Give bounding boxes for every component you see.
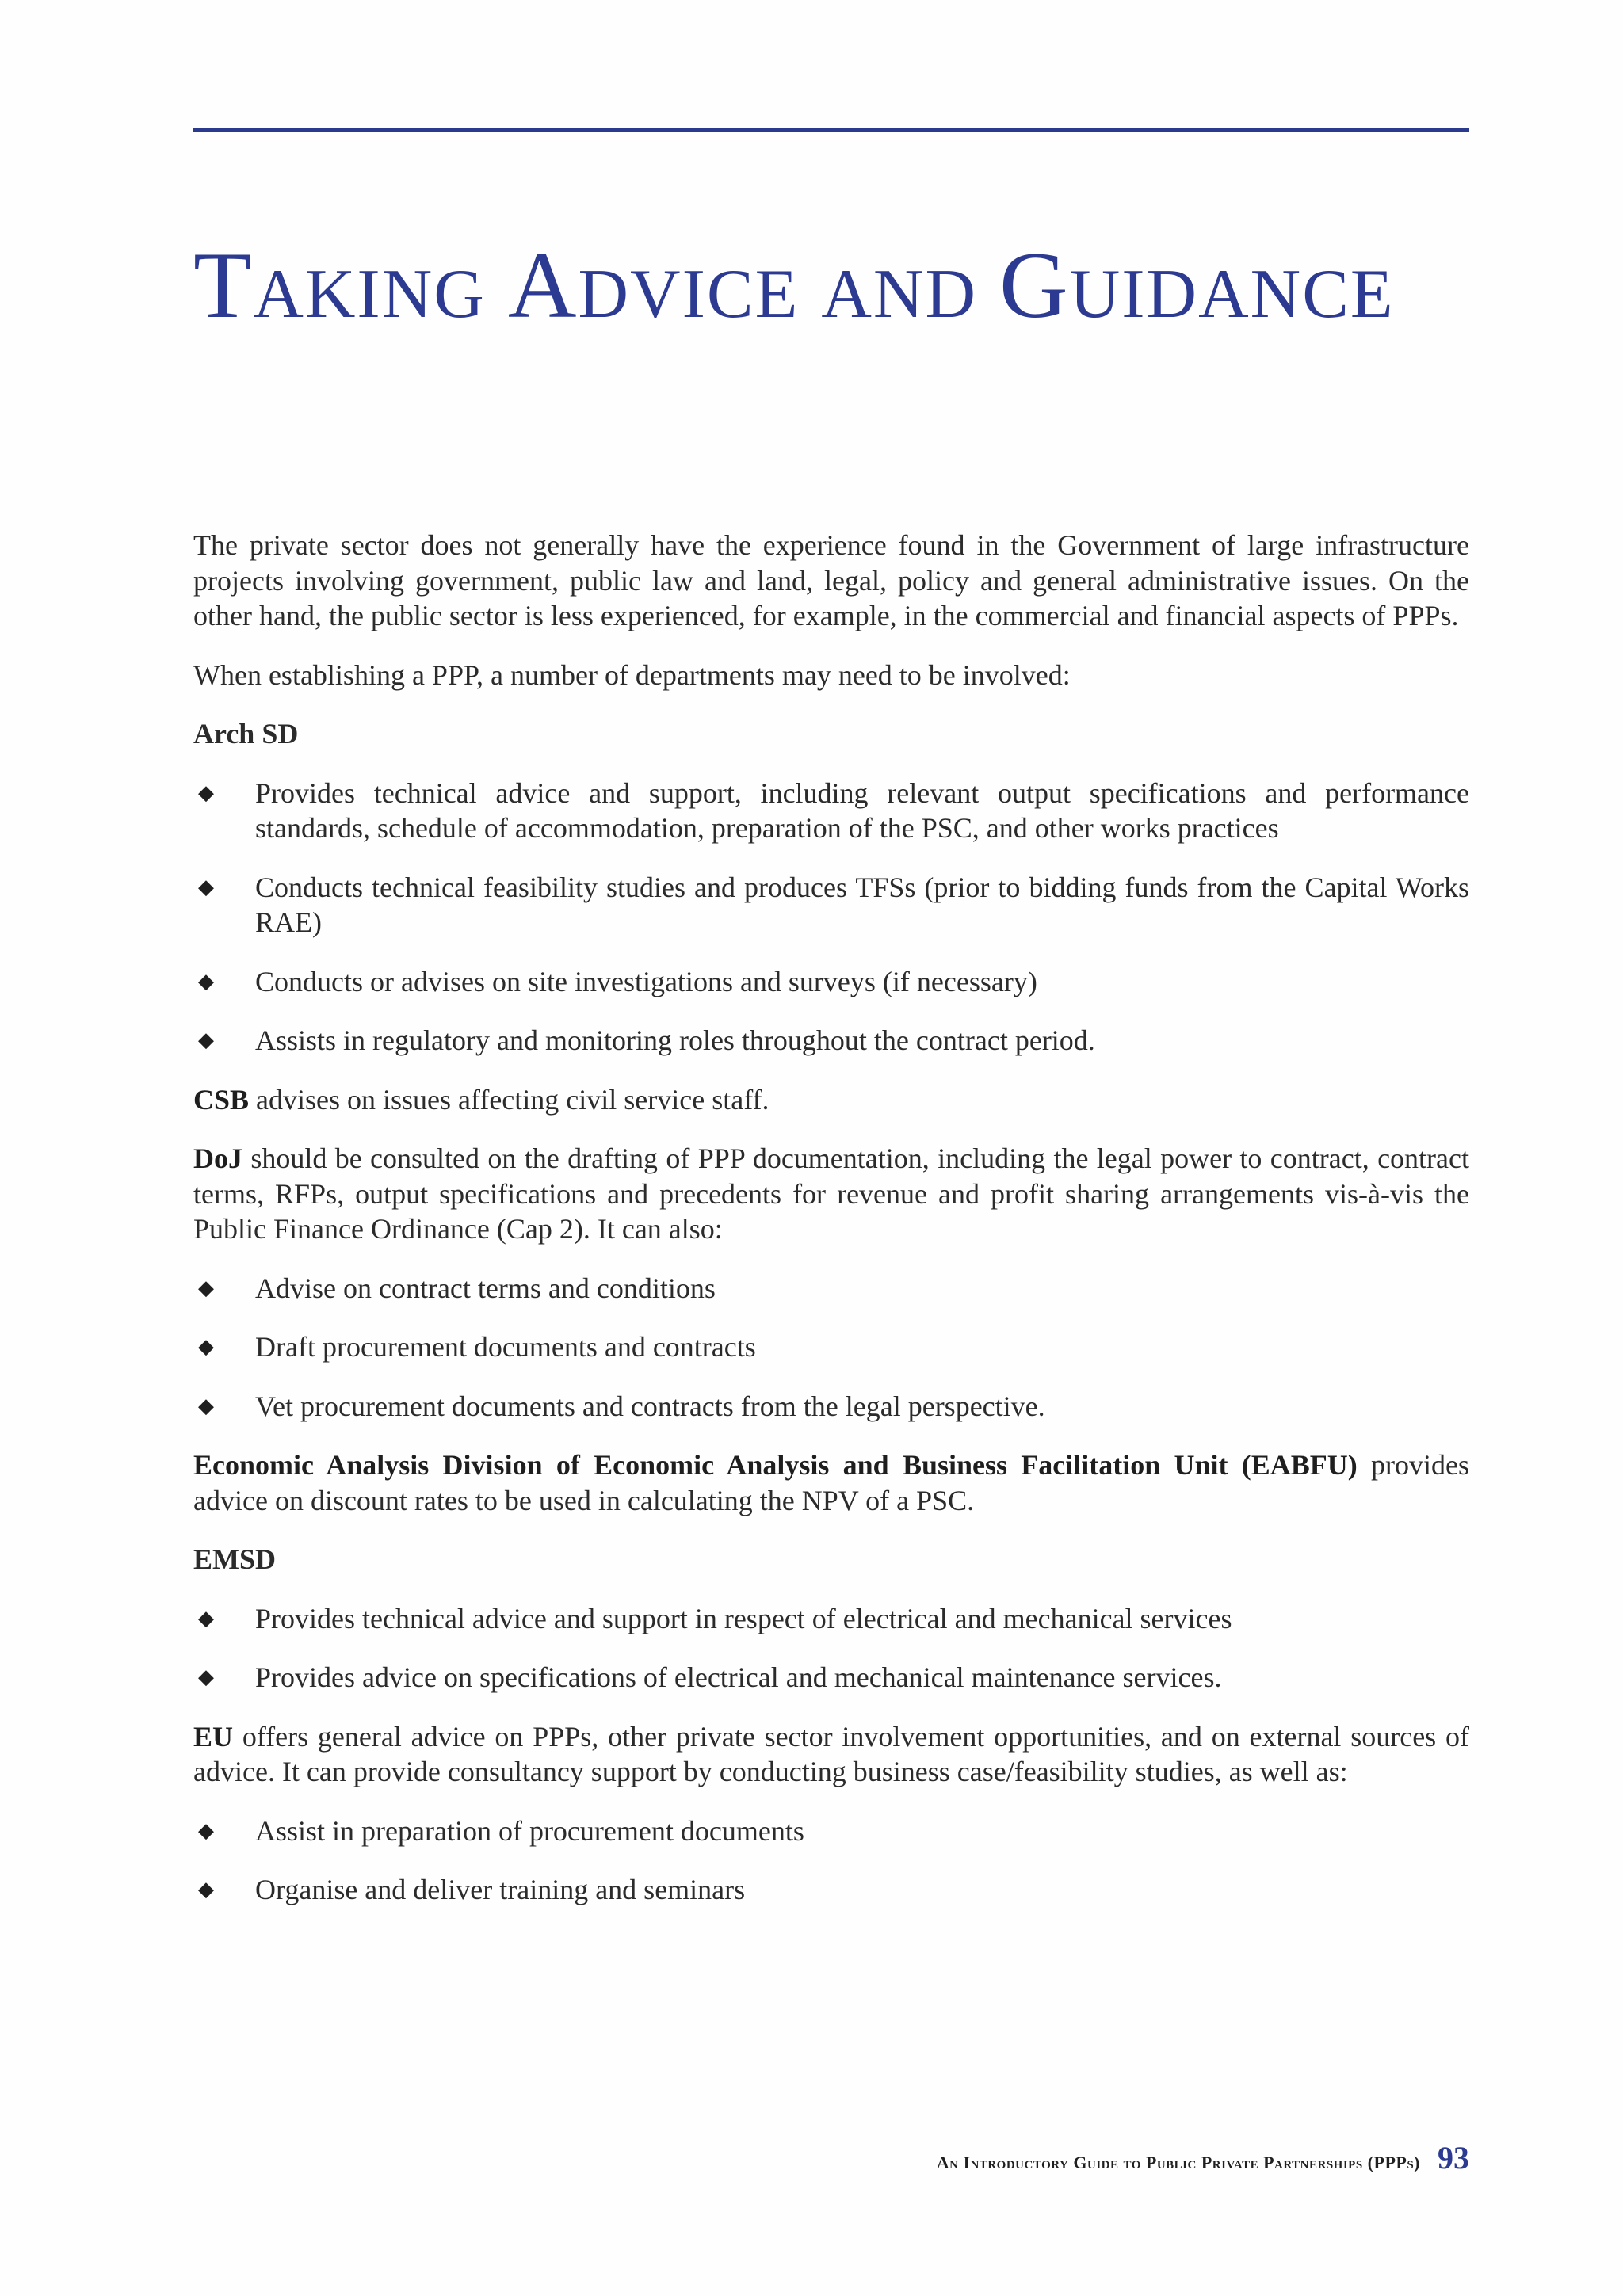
eu-list (193, 1814, 1469, 1908)
list-item-text: Vet procurement documents and contracts from the legal perspective. (255, 1390, 1045, 1422)
diamond-bullet-icon: ◆ (198, 1335, 214, 1358)
list-item (193, 1660, 1469, 1695)
list-item (193, 776, 1469, 846)
eu-name: EU (193, 1720, 234, 1753)
top-divider (193, 128, 1469, 132)
list-item-text: Assists in regulatory and monitoring roles throughout the contract period. (255, 1024, 1095, 1056)
page-number: 93 (1438, 2140, 1469, 2176)
archsd-heading: Arch SD (193, 718, 299, 749)
list-item (193, 1814, 1469, 1849)
emsd-list (193, 1601, 1469, 1695)
list-item-text: Provides technical advice and support in respect of electrical and mechanical services (255, 1602, 1232, 1634)
doj-name: DoJ (193, 1142, 242, 1174)
page-title: TAKING ADVICE AND GUIDANCE (193, 232, 1395, 338)
eabfu-text: provides advice on discount rates to be used in calculating the NPV of a PSC. (193, 1449, 1469, 1516)
list-item (193, 1872, 1469, 1908)
list-item-text: Conducts or advises on site investigations and surveys (if necessary) (255, 965, 1037, 997)
diamond-bullet-icon: ◆ (198, 969, 214, 993)
page-footer (937, 2139, 1469, 2176)
list-item (193, 1601, 1469, 1637)
eu-paragraph (193, 1719, 1469, 1790)
eabfu-paragraph (193, 1447, 1469, 1518)
list-item-text: Conducts technical feasibility studies and produces TFSs (prior to bidding funds from the Capital Works RAE) (255, 871, 1469, 938)
diamond-bullet-icon: ◆ (198, 1028, 214, 1051)
diamond-bullet-icon: ◆ (198, 1818, 214, 1842)
intro-lead-in: When establishing a PPP, a number of departments may need to be involved: (193, 658, 1071, 691)
list-item-text: Provides technical advice and support, including relevant output specifications and performance standards, schedule of accommodation, preparation of the PSC, and other works practices (255, 776, 1469, 844)
list-item (193, 964, 1469, 1000)
eu-text: offers general advice on PPPs, other private sector involvement opportunities, and on external sources of advice. It can provide consultancy support by conducting business case/feasibility studies, as well as: (193, 1720, 1469, 1787)
diamond-bullet-icon: ◆ (198, 1665, 214, 1688)
doj-list (193, 1271, 1469, 1425)
csb-paragraph (193, 1082, 1469, 1118)
list-item (193, 1389, 1469, 1425)
list-item-text: Organise and deliver training and seminars (255, 1874, 746, 1905)
list-item (193, 870, 1469, 940)
list-item (193, 1329, 1469, 1365)
diamond-bullet-icon: ◆ (198, 1606, 214, 1630)
emsd-heading: EMSD (193, 1543, 277, 1575)
list-item (193, 1271, 1469, 1306)
doj-paragraph (193, 1141, 1469, 1247)
csb-text: advises on issues affecting civil service staff. (249, 1083, 769, 1116)
csb-name: CSB (193, 1083, 250, 1116)
diamond-bullet-icon: ◆ (198, 1394, 214, 1417)
diamond-bullet-icon: ◆ (198, 875, 214, 898)
body-content (193, 528, 1469, 1932)
footer-title: An Introductory Guide to Public Private Partnerships (PPPs) (936, 2153, 1420, 2172)
diamond-bullet-icon: ◆ (198, 780, 214, 804)
diamond-bullet-icon: ◆ (198, 1878, 214, 1901)
list-item-text: Advise on contract terms and conditions (255, 1272, 716, 1304)
doj-text: should be consulted on the drafting of PPP documentation, including the legal power to contract, contract terms, RFPs, output specifications and precedents for revenue and profit sharing arrangements vis-à-vis the Public Finance Ordinance (Cap 2). It can also: (193, 1142, 1469, 1245)
diamond-bullet-icon: ◆ (198, 1276, 214, 1299)
archsd-list (193, 776, 1469, 1058)
list-item-text: Provides advice on specifications of electrical and mechanical maintenance services. (255, 1661, 1222, 1693)
intro-paragraph: The private sector does not generally have the experience found in the Government of large infrastructure projects involving government, public law and land, legal, policy and general administrative issues. On the other hand, the public sector is less experienced, for example, in the commercial and financial aspects of PPPs. (193, 529, 1469, 631)
list-item-text: Assist in preparation of procurement documents (255, 1814, 804, 1847)
list-item (193, 1023, 1469, 1058)
list-item-text: Draft procurement documents and contracts (255, 1331, 756, 1363)
eabfu-name: Economic Analysis Division of Economic Analysis and Business Facilitation Unit (EABFU) (193, 1449, 1358, 1481)
